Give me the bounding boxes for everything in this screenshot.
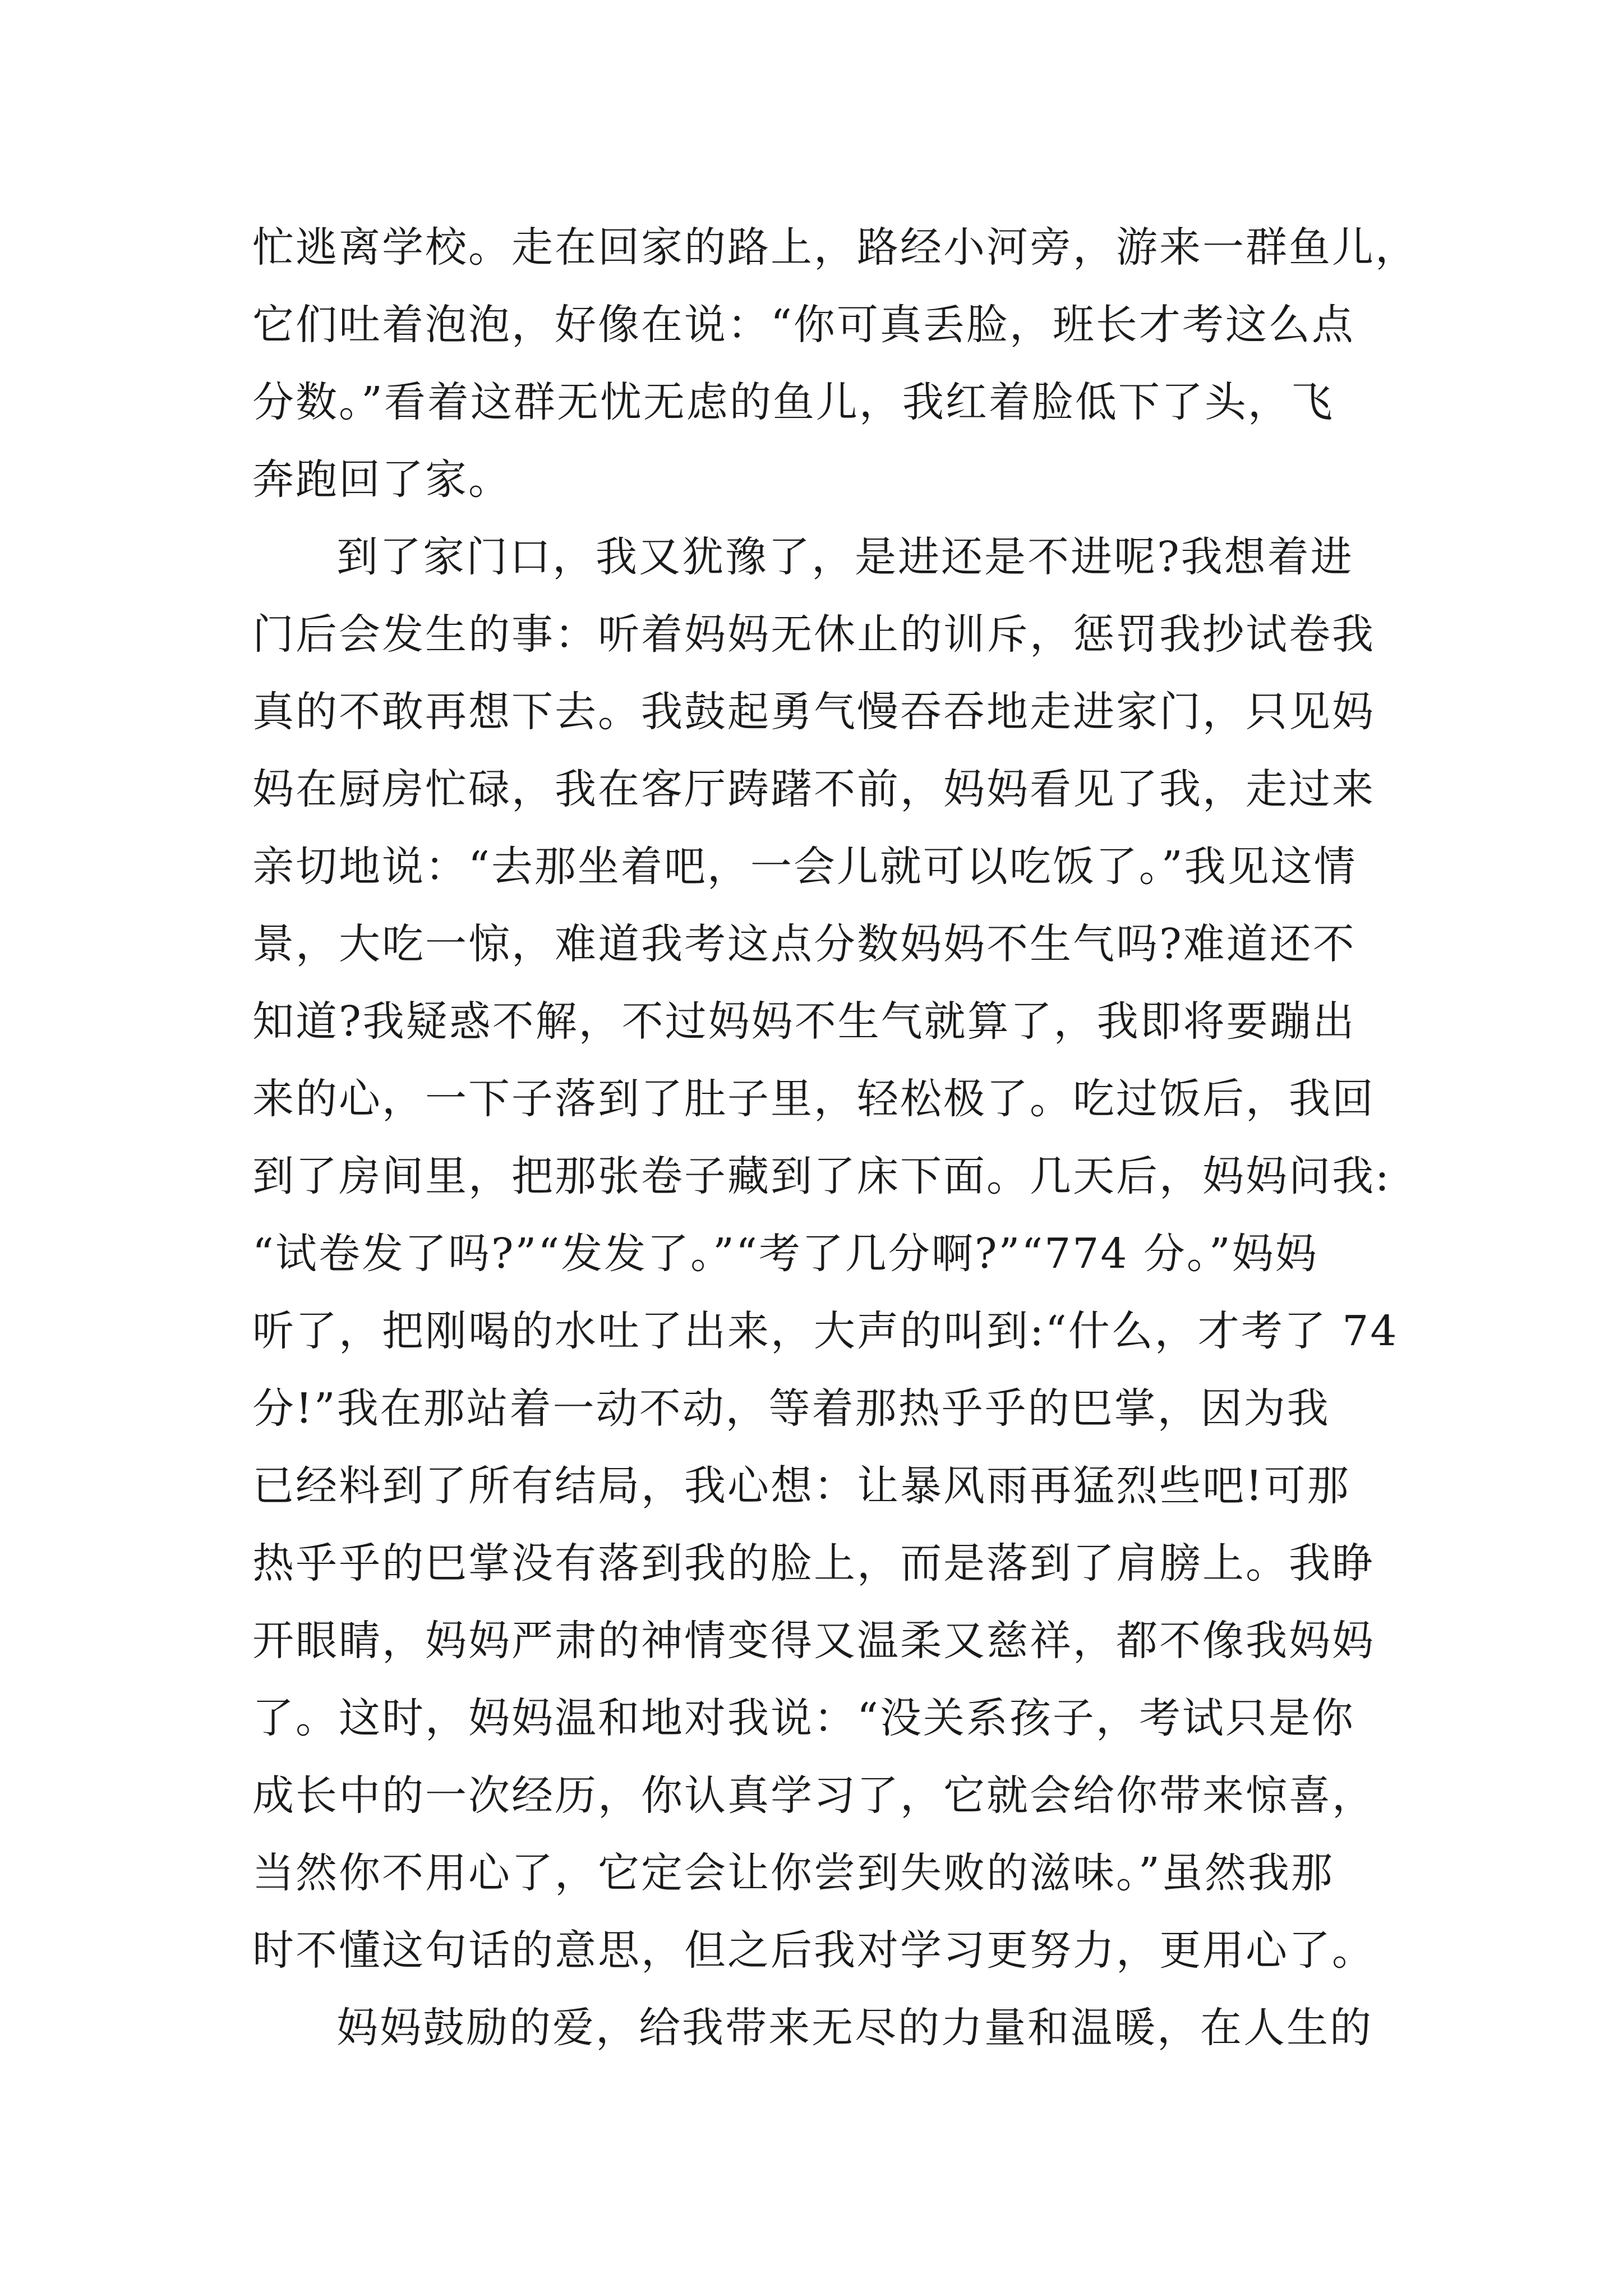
- text-line: 亲切地说：“去那坐着吧，一会儿就可以吃饭了。”我见这情: [252, 843, 1357, 891]
- text-line: 它们吐着泡泡，好像在说：“你可真丢脸，班长才考这么点: [252, 301, 1355, 349]
- text-line: 时不懂这句话的意思，但之后我对学习更努力，更用心了。: [252, 1926, 1375, 1975]
- text-line: 奔跑回了家。: [252, 455, 511, 504]
- text-line: 忙逃离学校。走在回家的路上，路经小河旁，游来一群鱼儿，: [252, 223, 1418, 272]
- text-line: 真的不敢再想下去。我鼓起勇气慢吞吞地走进家门，只见妈: [252, 688, 1375, 736]
- text-line: 到了房间里，把那张卷子藏到了床下面。几天后，妈妈问我:: [252, 1152, 1391, 1200]
- paragraph-start-line: 到了家门口，我又犹豫了，是进还是不进呢?我想着进: [336, 533, 1354, 581]
- text-line: 知道?我疑惑不解，不过妈妈不生气就算了，我即将要蹦出: [252, 997, 1356, 1046]
- text-line: “试卷发了吗?”“发发了。”“考了几分啊?”“774 分。”妈妈: [252, 1230, 1318, 1278]
- body-text: [252, 209, 1418, 2067]
- text-line: 妈在厨房忙碌，我在客厅踌躇不前，妈妈看见了我，走过来: [252, 765, 1375, 813]
- paragraph-start-line: 妈妈鼓励的爱，给我带来无尽的力量和温暖，在人生的: [336, 2004, 1373, 2052]
- text-line: 成长中的一次经历，你认真学习了，它就会给你带来惊喜，: [252, 1772, 1375, 1820]
- text-line: 开眼睛，妈妈严肃的神情变得又温柔又慈祥，都不像我妈妈: [252, 1617, 1375, 1665]
- text-line: 分!”我在那站着一动不动，等着那热乎乎的巴掌，因为我: [252, 1384, 1330, 1433]
- text-line: 已经料到了所有结局，我心想：让暴风雨再猛烈些吧!可那: [252, 1462, 1350, 1510]
- text-line: 热乎乎的巴掌没有落到我的脸上，而是落到了肩膀上。我睁: [252, 1539, 1375, 1588]
- text-line: 了。这时，妈妈温和地对我说：“没关系孩子，考试只是你: [252, 1694, 1355, 1742]
- text-line: 听了，把刚喝的水吐了出来，大声的叫到:“什么，才考了 74: [252, 1307, 1399, 1355]
- text-line: 门后会发生的事：听着妈妈无休止的训斥，惩罚我抄试卷我: [252, 610, 1375, 659]
- text-line: 分数。”看着这群无忧无虑的鱼儿，我红着脸低下了头，飞: [252, 378, 1334, 426]
- text-line: 当然你不用心了，它定会让你尝到失败的滋味。”虽然我那: [252, 1849, 1334, 1897]
- text-line: 来的心，一下子落到了肚子里，轻松极了。吃过饭后，我回: [252, 1075, 1375, 1123]
- text-line: 景，大吃一惊，难道我考这点分数妈妈不生气吗?难道还不: [252, 920, 1356, 968]
